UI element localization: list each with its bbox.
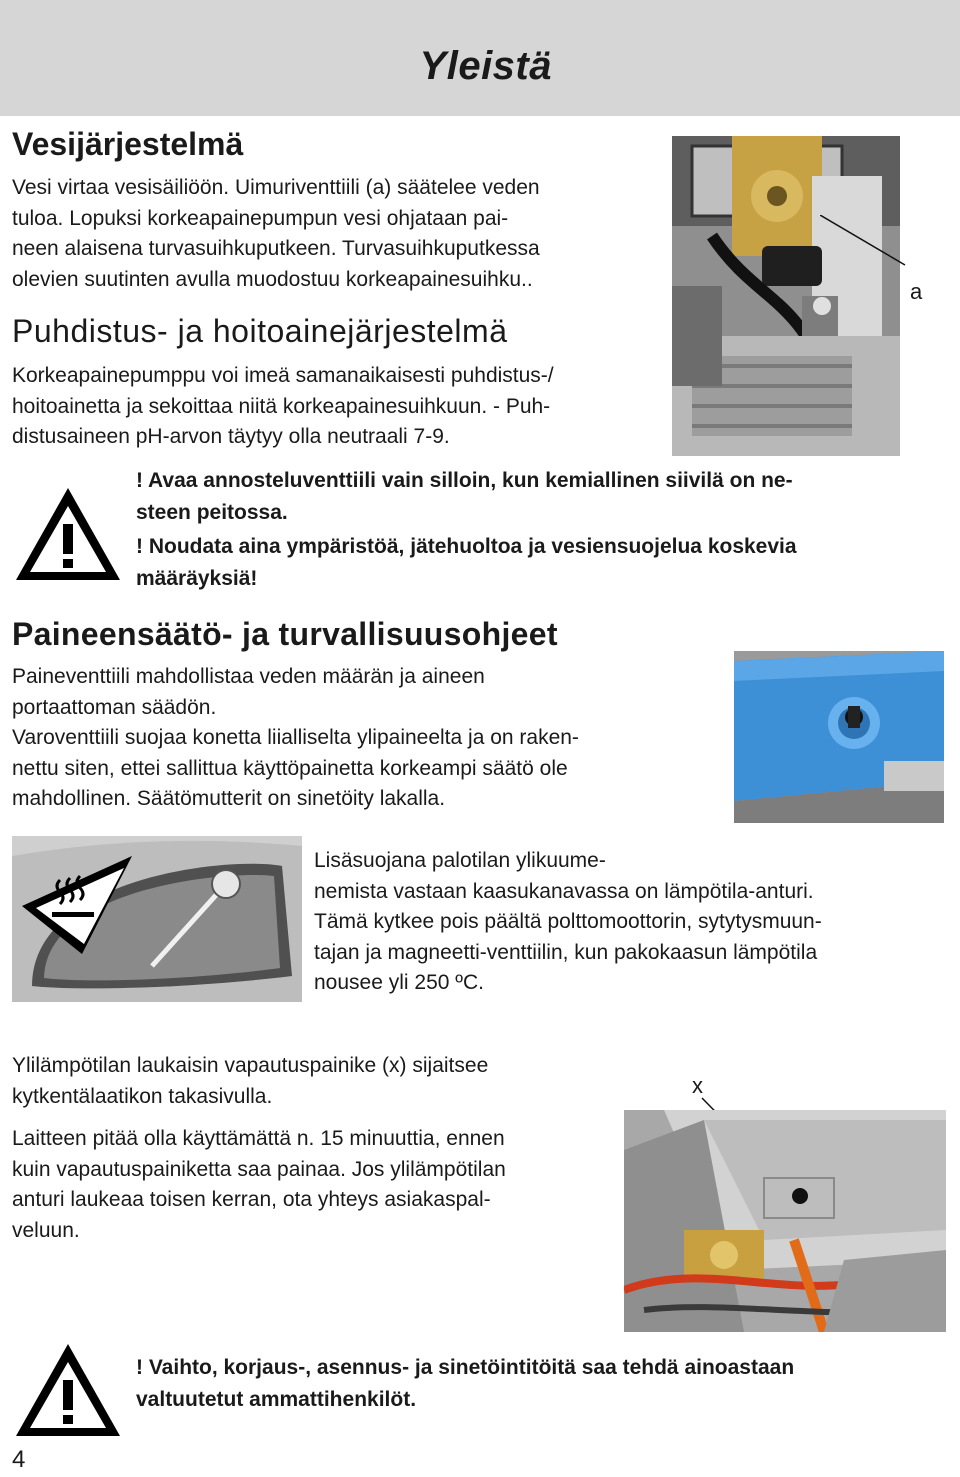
text-line: Tämä kytkee pois päältä polttomoottorin, sytytysmuun- <box>314 910 822 933</box>
temp-sensor-text <box>314 846 950 999</box>
text-line: nousee yli 250 ºC. <box>314 971 484 994</box>
label-a: a <box>910 279 923 304</box>
page-number: 4 <box>12 1446 26 1473</box>
warning-line: ! Vaihto, korjaus-, asennus- ja sinetöintitöitä saa tehdä ainoastaan <box>136 1356 795 1379</box>
cleaning-system-heading: Puhdistus- ja hoitoainejärjestelmä <box>12 313 508 349</box>
text-line: Varoventtiili suojaa konetta liialliselta ylipaineelta ja on raken- <box>12 726 579 749</box>
text-line: portaattoman säädön. <box>12 695 217 719</box>
cleaning-system-text <box>12 361 672 453</box>
text-line: Vesi virtaa vesisäiliöön. Uimuriventtiili (a) säätelee veden <box>12 176 540 199</box>
warning-line: valtuutetut ammattihenkilöt. <box>136 1388 417 1411</box>
text-line: nemista vastaan kaasukanavassa on lämpötila-anturi. <box>314 879 814 903</box>
warning-2-text <box>136 1352 956 1416</box>
warning-line: määräyksiä! <box>136 567 258 590</box>
text-line: kuin vapautuspainiketta saa painaa. Jos ylilämpötilan <box>12 1157 506 1181</box>
text-line: distusaineen pH-arvon täytyy olla neutraali 7-9. <box>12 425 450 448</box>
pressure-safety-text <box>12 662 724 815</box>
warning-line: ! Noudata aina ympäristöä, jätehuoltoa ja vesiensuojelua koskevia <box>136 535 797 558</box>
chapter-title: Yleistä <box>419 44 552 88</box>
temperature-sensor-illustration <box>12 836 302 1002</box>
warning-line: ! Avaa annosteluventtiili vain silloin, kun kemiallinen siivilä on ne- <box>136 469 793 492</box>
text-line: mahdollinen. Säätömutterit on sinetöity lakalla. <box>12 787 446 810</box>
pressure-safety-heading: Paineensäätö- ja turvallisuusohjeet <box>12 616 558 652</box>
text-line: Paineventtiili mahdollistaa veden määrän ja aineen <box>12 665 485 688</box>
label-a-leader-line <box>820 215 920 275</box>
text-line: tajan ja magneetti-venttiilin, kun pakokaasun lämpötila <box>314 940 818 964</box>
warning-triangle-icon <box>12 1340 124 1440</box>
text-line: olevien suutinten avulla muodostuu korkeapainesuihku.. <box>12 267 533 291</box>
text-line: neen alaisena turvasuihkuputkeen. Turvasuihkuputkessa <box>12 237 540 260</box>
water-system-text <box>12 173 672 295</box>
text-line: Ylilämpötilan laukaisin vapautuspainike (x) sijaitsee <box>12 1054 489 1077</box>
warning-triangle-icon <box>12 484 124 584</box>
warning-line: steen peitossa. <box>136 501 288 524</box>
text-line: kytkentälaatikon takasivulla. <box>12 1084 273 1108</box>
pressure-valve-photo <box>734 651 944 823</box>
text-line: hoitoainetta ja sekoittaa niitä korkeapainesuihkuun. - Puh- <box>12 394 551 418</box>
text-line: tuloa. Lopuksi korkeapainepumpun vesi ohjataan pai- <box>12 206 509 230</box>
warning-1-text <box>136 465 956 595</box>
float-valve-photo <box>672 136 900 456</box>
release-button-photo <box>624 1110 946 1332</box>
water-system-heading: Vesijärjestelmä <box>12 126 244 162</box>
overheat-release-para-2 <box>12 1124 612 1246</box>
text-line: Lisäsuojana palotilan ylikuume- <box>314 849 606 872</box>
text-line: anturi laukeaa toisen kerran, ota yhteys asiakaspal- <box>12 1188 491 1211</box>
text-line: nettu siten, ettei sallittua käyttöpainetta korkeampi säätö ole <box>12 756 568 780</box>
text-line: Laitteen pitää olla käyttämättä n. 15 minuuttia, ennen <box>12 1127 505 1150</box>
overheat-release-para-1 <box>12 1051 612 1112</box>
text-line: veluun. <box>12 1218 80 1242</box>
label-x: x <box>692 1073 703 1098</box>
text-line: Korkeapainepumppu voi imeä samanaikaisesti puhdistus-/ <box>12 364 554 387</box>
